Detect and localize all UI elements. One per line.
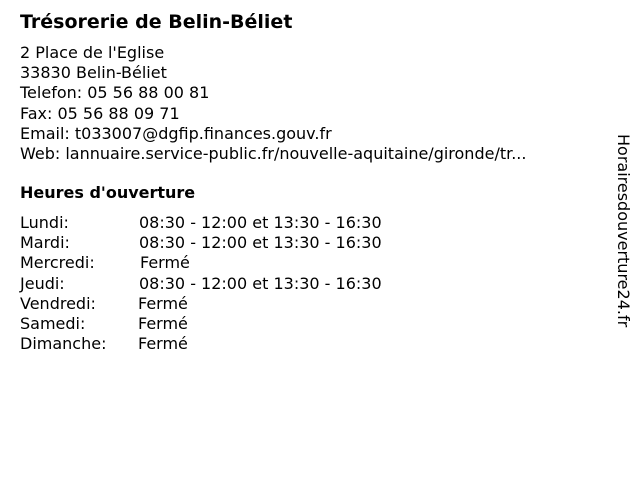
hours-value: Fermé [138,334,188,354]
contact-info [20,43,526,164]
hours-heading: Heures d'ouverture [20,183,196,202]
hours-value: Fermé [140,253,190,273]
hours-value: 08:30 - 12:00 et 13:30 - 16:30 [139,213,382,232]
address-street: 2 Place de l'Eglise [20,43,165,62]
watermark-text: Horairesdouverture24.fr [614,134,633,328]
hours-value: Fermé [138,293,188,313]
day-label: Dimanche: [20,334,107,354]
day-label: Samedi: [20,313,86,333]
day-label: Vendredi: [20,293,96,313]
day-label: Lundi: [20,213,69,232]
hours-value: 08:30 - 12:00 et 13:30 - 16:30 [139,233,382,253]
fax-number: Fax: 05 56 88 09 71 [20,103,180,123]
hours-row-wednesday [20,253,440,273]
hours-row-tuesday [20,233,440,253]
day-label: Mardi: [20,233,70,253]
hours-row-thursday [20,274,440,294]
hours-row-monday [20,213,440,233]
day-label: Mercredi: [20,253,95,273]
hours-value: Fermé [138,313,188,333]
hours-value: 08:30 - 12:00 et 13:30 - 16:30 [139,273,382,293]
hours-row-saturday [20,314,440,334]
email-address: Email: t033007@dgfip.finances.gouv.fr [20,123,332,143]
opening-hours-list [20,213,440,354]
hours-row-friday [20,294,440,314]
address-city: 33830 Belin-Béliet [20,63,167,83]
day-label: Jeudi: [20,273,65,293]
hours-row-sunday [20,334,440,354]
phone-number: Telefon: 05 56 88 00 81 [20,83,210,103]
page-title: Trésorerie de Belin-Béliet [20,11,293,33]
website-link[interactable]: Web: lannuaire.service-public.fr/nouvelle-aquitaine/gironde/tr... [20,143,527,163]
